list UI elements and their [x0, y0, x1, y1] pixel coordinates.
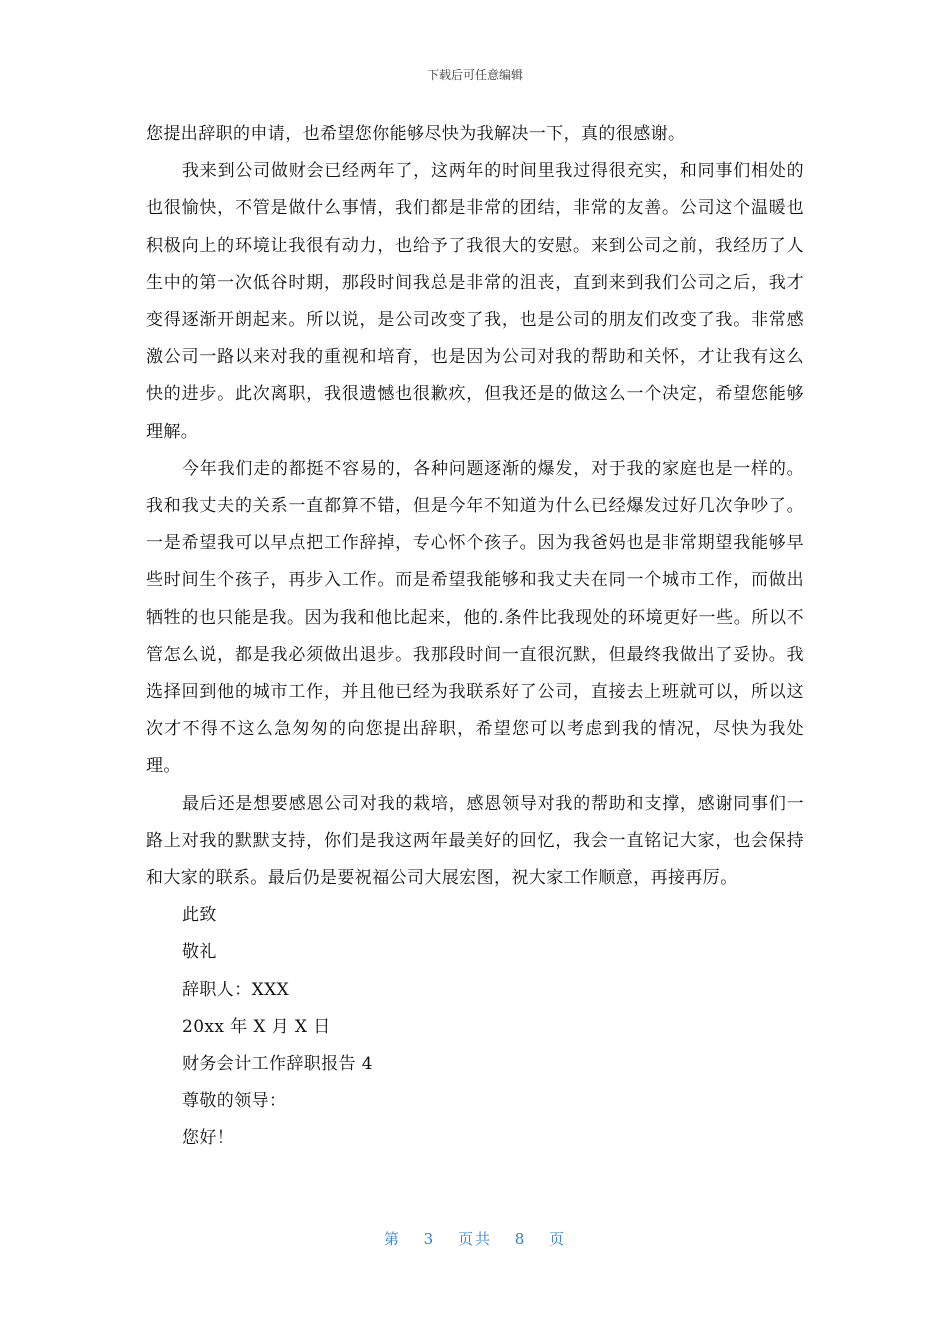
- page-label-prefix: 第: [383, 1230, 401, 1248]
- letter-hello: 您好！: [182, 1128, 235, 1149]
- document-body: [146, 116, 804, 1158]
- page-header-note: 下载后可任意编辑: [426, 68, 523, 82]
- letter-date: 20xx 年 X 月 X 日: [182, 1016, 331, 1037]
- letter-greeting-to: 尊敬的领导：: [182, 1091, 287, 1112]
- next-letter-title: 财务会计工作辞职报告 4: [182, 1054, 374, 1075]
- resigner-name: 辞职人：XXX: [182, 979, 290, 1000]
- page-label-mid: 页共: [457, 1230, 492, 1248]
- page-total: 8: [514, 1230, 527, 1248]
- paragraph-family-reason: 今年我们走的都挺不容易的，各种问题逐渐的爆发，对于我的家庭也是一样的。我和我丈夫的关系一直都算不错，但是今年不知道为什么已经爆发过好几次争吵了。一是希望我可以早点把工作辞掉，专心怀个孩子。因为我爸妈也是非常期望我能够早些时间生个孩子，再步入工作。而是希望我能够和我丈夫在同一个城市工作，而做出牺牲的也只能是我。因为我和他比起来，他的.条件比我现处的环境更好一些。所以不管怎么说，都是我必须做出退步。我那段时间一直很沉默，但最终我做出了妥协。我选择回到他的城市工作，并且他已经为我联系好了公司，直接去上班就可以，所以这次才不得不这么急匆匆的向您提出辞职，希望您可以考虑到我的情况，尽快为我处理。: [146, 458, 804, 777]
- paragraph-gratitude: 最后还是想要感恩公司对我的栽培，感恩领导对我的帮助和支撑，感谢同事们一路上对我的默默支持，你们是我这两年最美好的回忆，我会一直铭记大家，也会保持和大家的联系。最后仍是要祝福公司大展宏图，祝大家工作顺意，再接再厉。: [146, 793, 804, 889]
- closing-salutation-1: 此致: [182, 905, 217, 926]
- paragraph-continued: 您提出辞职的申请，也希望您你能够尽快为我解决一下，真的很感谢。: [146, 124, 686, 144]
- page-label-suffix: 页: [549, 1230, 567, 1248]
- paragraph-experience: 我来到公司做财会已经两年了，这两年的时间里我过得很充实，和同事们相处的也很愉快，不管是做什么事情，我们都是非常的团结，非常的友善。公司这个温暖也积极向上的环境让我很有动力，也给予了我很大的安慰。来到公司之前，我经历了人生中的第一次低谷时期，那段时间我总是非常的沮丧，直到来到我们公司之后，我才变得逐渐开朗起来。所以说，是公司改变了我，也是公司的朋友们改变了我。非常感激公司一路以来对我的重视和培育，也是因为公司对我的帮助和关怀，才让我有这么快的进步。此次离职，我很遗憾也很歉疚，但我还是的做这么一个决定，希望您能够理解。: [146, 161, 804, 442]
- closing-salutation-2: 敬礼: [182, 942, 217, 963]
- page-number-footer: [0, 1228, 950, 1249]
- page-current: 3: [423, 1230, 436, 1248]
